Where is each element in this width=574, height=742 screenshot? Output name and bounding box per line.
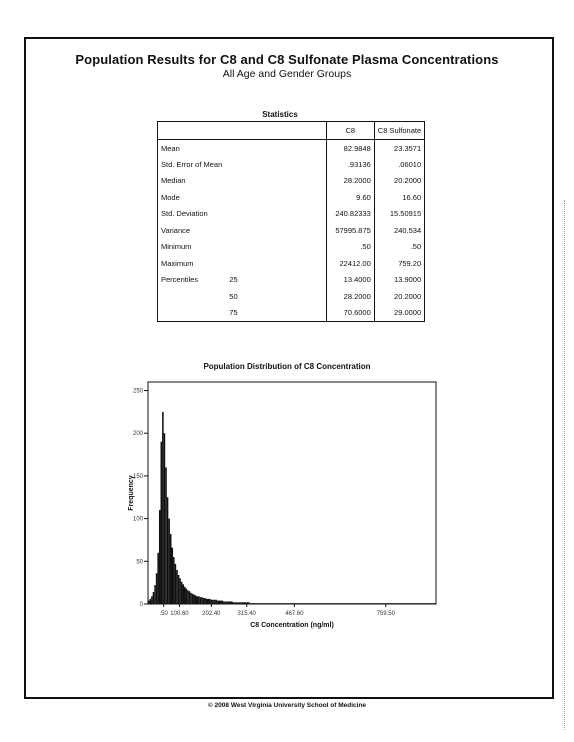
- histogram-bar: [428, 603, 430, 604]
- histogram-bar: [236, 602, 238, 604]
- plot-area-frame: [148, 382, 436, 604]
- histogram-bar: [425, 603, 427, 604]
- histogram-bar: [173, 557, 175, 604]
- page-subtitle: All Age and Gender Groups: [222, 68, 352, 80]
- histogram-bar: [298, 603, 300, 604]
- histogram-bar: [258, 603, 260, 604]
- histogram-bar: [192, 594, 194, 604]
- y-axis-label: Frequency: [128, 475, 135, 511]
- histogram-bar: [165, 467, 167, 604]
- histogram-bar: [270, 603, 272, 604]
- histogram-bar: [225, 601, 227, 604]
- histogram-bar: [366, 603, 368, 604]
- histogram-bar: [290, 603, 292, 604]
- copyright-footer: © 2008 West Virginia University School of Medicine: [207, 702, 367, 709]
- x-tick-label: 100.60: [170, 611, 189, 617]
- histogram-bar: [406, 603, 408, 604]
- histogram-bar: [187, 590, 189, 604]
- histogram-bar: [203, 598, 205, 604]
- histogram-bar: [279, 603, 281, 604]
- histogram-bar: [239, 602, 241, 604]
- histogram-bar: [233, 602, 235, 604]
- y-tick-label: 250: [132, 388, 143, 395]
- histogram-bar: [272, 603, 274, 604]
- histogram-bar: [322, 603, 324, 604]
- histogram-bar: [207, 599, 209, 604]
- histogram-bar: [320, 603, 322, 604]
- histogram-bar: [364, 603, 366, 604]
- histogram-bar: [161, 442, 163, 604]
- histogram-bar: [251, 603, 253, 604]
- histogram-bar: [162, 412, 164, 604]
- histogram-bar: [362, 603, 364, 604]
- c8-value: 28.2000: [326, 173, 374, 190]
- histogram-bar: [394, 603, 396, 604]
- histogram-bar: [433, 603, 435, 604]
- row-label: Std. Error of Mean: [161, 159, 223, 169]
- histogram-bar: [189, 591, 191, 604]
- histogram-bar: [303, 603, 305, 604]
- histogram-bar: [372, 603, 374, 604]
- c8-sulfonate-value: 240.534: [374, 222, 424, 239]
- histogram-bar: [342, 603, 344, 604]
- histogram-bar: [309, 603, 311, 604]
- histogram-bar: [353, 603, 355, 604]
- histogram-bar: [325, 603, 327, 604]
- histogram-bar: [422, 603, 424, 604]
- histogram-bar: [283, 603, 285, 604]
- chart-title: Population Distribution of C8 Concentration: [203, 362, 371, 371]
- histogram-bar: [195, 595, 197, 604]
- c8-sulfonate-value: 13.9000: [374, 272, 424, 289]
- histogram-bar: [153, 592, 155, 604]
- histogram-bar: [301, 603, 303, 604]
- histogram-bar: [339, 603, 341, 604]
- histogram-bar: [361, 603, 363, 604]
- histogram-bar: [273, 603, 275, 604]
- c8-value: .93136: [326, 156, 374, 173]
- histogram-bar: [295, 603, 297, 604]
- histogram-bar: [250, 603, 252, 604]
- histogram-bar: [391, 603, 393, 604]
- histogram-bar: [214, 600, 216, 604]
- c8-value: 57995.875: [326, 222, 374, 239]
- histogram-bar: [319, 603, 321, 604]
- histogram-bar: [323, 603, 325, 604]
- histogram-bar: [178, 575, 180, 604]
- histogram-bar: [204, 598, 206, 604]
- histogram-bar: [311, 603, 313, 604]
- histogram-bar: [231, 601, 233, 604]
- histogram-bar: [377, 603, 379, 604]
- histogram-bar: [348, 603, 350, 604]
- histogram-bar: [200, 597, 202, 604]
- histogram-bar: [375, 603, 377, 604]
- histogram-bar: [367, 603, 369, 604]
- histogram-bar: [297, 603, 299, 604]
- x-axis-label: C8 Concentration (ng/ml): [250, 622, 334, 629]
- histogram-bar: [398, 603, 400, 604]
- c8-value: 28.2000: [326, 288, 374, 305]
- histogram-bar: [328, 603, 330, 604]
- histogram-bar: [408, 603, 410, 604]
- histogram-bar: [181, 582, 183, 604]
- y-tick-label: 150: [132, 473, 143, 480]
- histogram-bar: [176, 570, 178, 604]
- histogram-bar: [384, 603, 386, 604]
- row-sublabel: 50: [229, 291, 238, 301]
- c8-sulfonate-value: 16.60: [374, 189, 424, 206]
- histogram-bar: [254, 603, 256, 604]
- histogram-bar: [341, 603, 343, 604]
- c8-value: 240.82333: [326, 206, 374, 223]
- y-tick-label: 0: [139, 602, 143, 608]
- histogram-bar: [405, 603, 407, 604]
- y-tick-label: 100: [132, 516, 143, 523]
- histogram-bar: [331, 603, 333, 604]
- histogram-bar: [350, 603, 352, 604]
- histogram-bar: [359, 603, 361, 604]
- histogram-bar: [218, 601, 220, 604]
- c8-value: .50: [326, 239, 374, 256]
- row-label: Minimum: [161, 242, 192, 252]
- c8-sulfonate-value: .06010: [374, 156, 424, 173]
- column-header-c8-sulfonate: C8 Sulfonate: [374, 122, 424, 140]
- column-header-c8: C8: [326, 122, 374, 140]
- row-label: Percentiles: [161, 275, 199, 285]
- histogram-bar: [278, 603, 280, 604]
- histogram-bar: [281, 603, 283, 604]
- c8-sulfonate-value: .50: [374, 239, 424, 256]
- histogram-bar: [417, 603, 419, 604]
- c8-value: 9.60: [326, 189, 374, 206]
- histogram-bar: [326, 603, 328, 604]
- histogram-bar: [333, 603, 335, 604]
- histogram-bar: [416, 603, 418, 604]
- histogram-bar: [256, 603, 258, 604]
- histogram-bar: [402, 603, 404, 604]
- histogram-bar: [197, 596, 199, 604]
- c8-sulfonate-value: 759.20: [374, 255, 424, 272]
- histogram-bar: [222, 601, 224, 604]
- histogram-bar: [292, 603, 294, 604]
- histogram-bar: [228, 601, 230, 604]
- histogram-bar: [179, 578, 181, 604]
- histogram-bar: [431, 603, 433, 604]
- histogram-bar: [312, 603, 314, 604]
- histogram-bar: [193, 595, 195, 604]
- c8-sulfonate-value: 20.2000: [374, 173, 424, 190]
- histogram-bar: [175, 564, 177, 604]
- histogram-bar: [423, 603, 425, 604]
- histogram-bar: [167, 497, 169, 604]
- histogram-bar: [156, 573, 158, 604]
- histogram-bar: [380, 603, 382, 604]
- histogram-bar: [289, 603, 291, 604]
- histogram-bar: [201, 597, 203, 604]
- histogram-bar: [400, 603, 402, 604]
- x-tick-label: .50: [159, 611, 168, 617]
- histogram-bar: [186, 589, 188, 604]
- histogram-bar: [381, 603, 383, 604]
- histogram-bar: [150, 599, 152, 604]
- histogram-bar: [434, 603, 436, 604]
- histogram-bar: [411, 603, 413, 604]
- row-label: Mode: [161, 192, 180, 202]
- histogram-bar: [386, 603, 388, 604]
- histogram-bar: [355, 603, 357, 604]
- c8-value: 70.6000: [326, 305, 374, 322]
- histogram-bar: [369, 603, 371, 604]
- histogram-bar: [243, 602, 245, 604]
- y-tick-label: 50: [136, 559, 143, 566]
- histogram-bar: [378, 603, 380, 604]
- histogram-bar: [389, 603, 391, 604]
- histogram-bar: [395, 603, 397, 604]
- histogram-bar: [430, 603, 432, 604]
- histogram-bar: [345, 603, 347, 604]
- histogram-bar: [184, 587, 186, 604]
- histogram-bar: [198, 596, 200, 604]
- histogram-bar: [164, 433, 166, 604]
- histogram-bar: [409, 603, 411, 604]
- histogram-bar: [209, 599, 211, 604]
- histogram-bar: [217, 601, 219, 604]
- row-label: Maximum: [161, 258, 194, 268]
- x-tick-label: 759.50: [376, 611, 395, 617]
- histogram-bar: [334, 603, 336, 604]
- histogram-bar: [420, 603, 422, 604]
- histogram-bar: [223, 601, 225, 604]
- row-label: Std. Deviation: [161, 209, 208, 219]
- histogram-bar: [306, 603, 308, 604]
- histogram-bar: [287, 603, 289, 604]
- histogram-bar: [240, 602, 242, 604]
- histogram-bar: [330, 603, 332, 604]
- x-tick-label: 467.60: [285, 611, 304, 617]
- histogram-bar: [234, 602, 236, 604]
- histogram-bar: [248, 602, 250, 604]
- histogram-bar: [259, 603, 261, 604]
- c8-sulfonate-value: 20.2000: [374, 288, 424, 305]
- histogram-bar: [284, 603, 286, 604]
- histogram-bar: [148, 601, 150, 604]
- histogram-bar: [294, 603, 296, 604]
- histogram-bar: [413, 603, 415, 604]
- histogram-bar: [392, 603, 394, 604]
- histogram-bar: [159, 510, 161, 604]
- histogram-bar: [427, 603, 429, 604]
- histogram-bar: [190, 593, 192, 604]
- histogram-bar: [264, 603, 266, 604]
- histogram-bar: [286, 603, 288, 604]
- c8-value: 13.4000: [326, 272, 374, 289]
- histogram-bar: [253, 603, 255, 604]
- histogram-bar: [215, 600, 217, 604]
- histogram-bar: [419, 603, 421, 604]
- histogram-bar: [403, 603, 405, 604]
- histogram-bar: [397, 603, 399, 604]
- histogram-bar: [276, 603, 278, 604]
- y-tick-label: 200: [132, 431, 143, 438]
- histogram-bar: [182, 584, 184, 604]
- row-sublabel: 25: [229, 275, 238, 285]
- histogram-bar: [245, 602, 247, 604]
- histogram-bar: [370, 603, 372, 604]
- histogram-bar: [305, 603, 307, 604]
- histogram-bar: [414, 603, 416, 604]
- histogram-bar: [356, 603, 358, 604]
- histogram-bar: [168, 519, 170, 604]
- c8-value: 82.9848: [326, 140, 374, 157]
- histogram-bar: [261, 603, 263, 604]
- histogram-bar: [269, 603, 271, 604]
- c8-sulfonate-value: 15.50915: [374, 206, 424, 223]
- histogram-bar: [351, 603, 353, 604]
- histogram-bar: [308, 603, 310, 604]
- histogram-bar: [157, 553, 159, 604]
- row-sublabel: 75: [229, 308, 238, 317]
- histogram-bar: [151, 596, 153, 604]
- histogram-bar: [226, 601, 228, 604]
- histogram-bar: [247, 602, 249, 604]
- histogram-bar: [344, 603, 346, 604]
- statistics-caption: Statistics: [262, 110, 298, 119]
- histogram-bar: [267, 603, 269, 604]
- histogram-bar: [211, 600, 213, 604]
- histogram-bar: [387, 603, 389, 604]
- histogram-bar: [171, 548, 173, 604]
- c8-sulfonate-value: 29.0000: [374, 305, 424, 322]
- histogram-bar: [383, 603, 385, 604]
- c8-value: 22412.00: [326, 255, 374, 272]
- x-tick-label: 202.40: [202, 611, 221, 617]
- histogram-bar: [262, 603, 264, 604]
- histogram-bar: [317, 603, 319, 604]
- histogram-bar: [212, 600, 214, 604]
- histogram-bar: [373, 603, 375, 604]
- histogram-bar: [220, 601, 222, 604]
- c8-sulfonate-value: 23.3571: [374, 140, 424, 157]
- histogram-bar: [206, 599, 208, 604]
- x-tick-label: 315.40: [237, 611, 256, 617]
- histogram-bar: [237, 602, 239, 604]
- histogram-bar: [337, 603, 339, 604]
- histogram-bar: [315, 603, 317, 604]
- histogram-bar: [242, 602, 244, 604]
- histogram-bar: [154, 585, 156, 604]
- histogram-bar: [314, 603, 316, 604]
- page-title: Population Results for C8 and C8 Sulfonate Plasma Concentrations: [75, 52, 499, 67]
- histogram-bar: [265, 603, 267, 604]
- row-label: Median: [161, 176, 186, 186]
- histogram-bar: [300, 603, 302, 604]
- histogram-bar: [170, 534, 172, 604]
- row-label: Variance: [161, 225, 191, 235]
- histogram-bar: [347, 603, 349, 604]
- histogram-bar: [358, 603, 360, 604]
- row-label: Mean: [161, 143, 180, 153]
- histogram-bar: [275, 603, 277, 604]
- histogram-bar: [336, 603, 338, 604]
- histogram-bar: [229, 601, 231, 604]
